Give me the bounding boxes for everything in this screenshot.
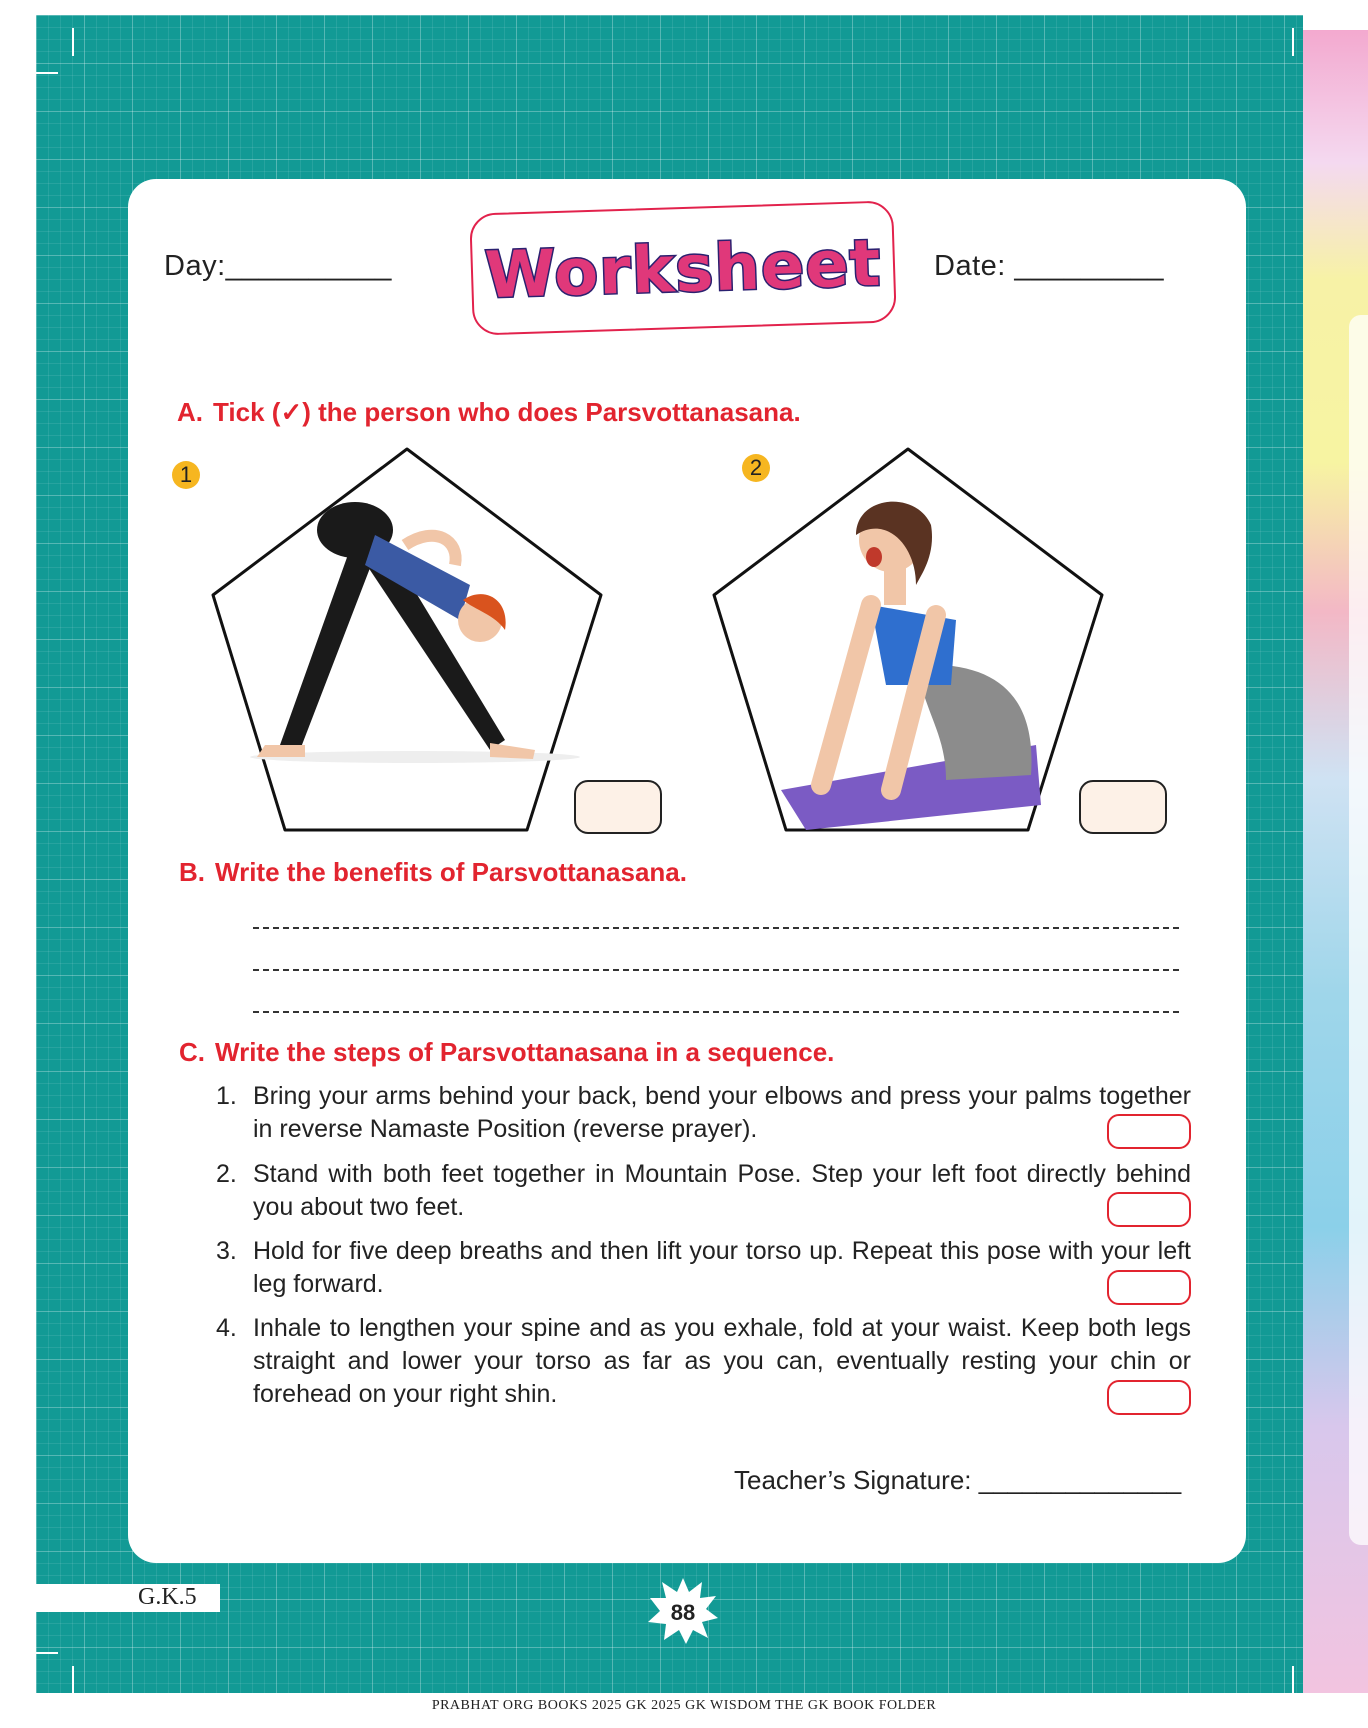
crop-mark	[72, 1666, 74, 1694]
worksheet-title: Worksheet	[483, 226, 883, 314]
sequence-box-4[interactable]	[1107, 1380, 1191, 1415]
section-c-heading: C. Write the steps of Parsvottanasana in a sequence.	[179, 1037, 835, 1067]
sequence-box-1[interactable]	[1107, 1114, 1191, 1149]
crop-mark	[30, 72, 58, 74]
book-label: G.K.5	[36, 1584, 220, 1612]
page-number-badge	[648, 1578, 718, 1644]
answer-line-3[interactable]	[253, 1011, 1179, 1013]
date-field[interactable]: Date: _________	[934, 250, 1165, 282]
teacher-signature-field[interactable]: Teacher’s Signature: ______________	[734, 1465, 1182, 1495]
section-a-heading: A. Tick (✓) the person who does Parsvottanasana.	[177, 397, 801, 427]
worksheet-title-badge	[469, 200, 897, 335]
rainbow-page-edge	[1303, 30, 1368, 1693]
page-number: 88	[670, 1600, 696, 1625]
day-field[interactable]: Day:__________	[164, 250, 392, 282]
crop-mark	[72, 28, 74, 56]
crop-mark	[1292, 28, 1294, 56]
tick-box-2[interactable]	[1079, 780, 1167, 834]
answer-line-1[interactable]	[253, 927, 1179, 929]
sequence-box-3[interactable]	[1107, 1270, 1191, 1305]
sequence-box-2[interactable]	[1107, 1192, 1191, 1227]
pose-2-image	[706, 445, 1111, 835]
option-1-badge: 1	[172, 461, 200, 489]
crop-mark	[30, 1652, 58, 1654]
answer-line-2[interactable]	[253, 969, 1179, 971]
option-2-badge: 2	[742, 454, 770, 482]
crop-mark	[1292, 1666, 1294, 1694]
section-b-heading: B. Write the benefits of Parsvottanasana.	[179, 857, 687, 887]
pose-1-image	[205, 445, 610, 835]
print-line: PRABHAT ORG BOOKS 2025 GK 2025 GK WISDOM THE GK BOOK FOLDER	[431, 1698, 937, 1713]
tick-box-1[interactable]	[574, 780, 662, 834]
